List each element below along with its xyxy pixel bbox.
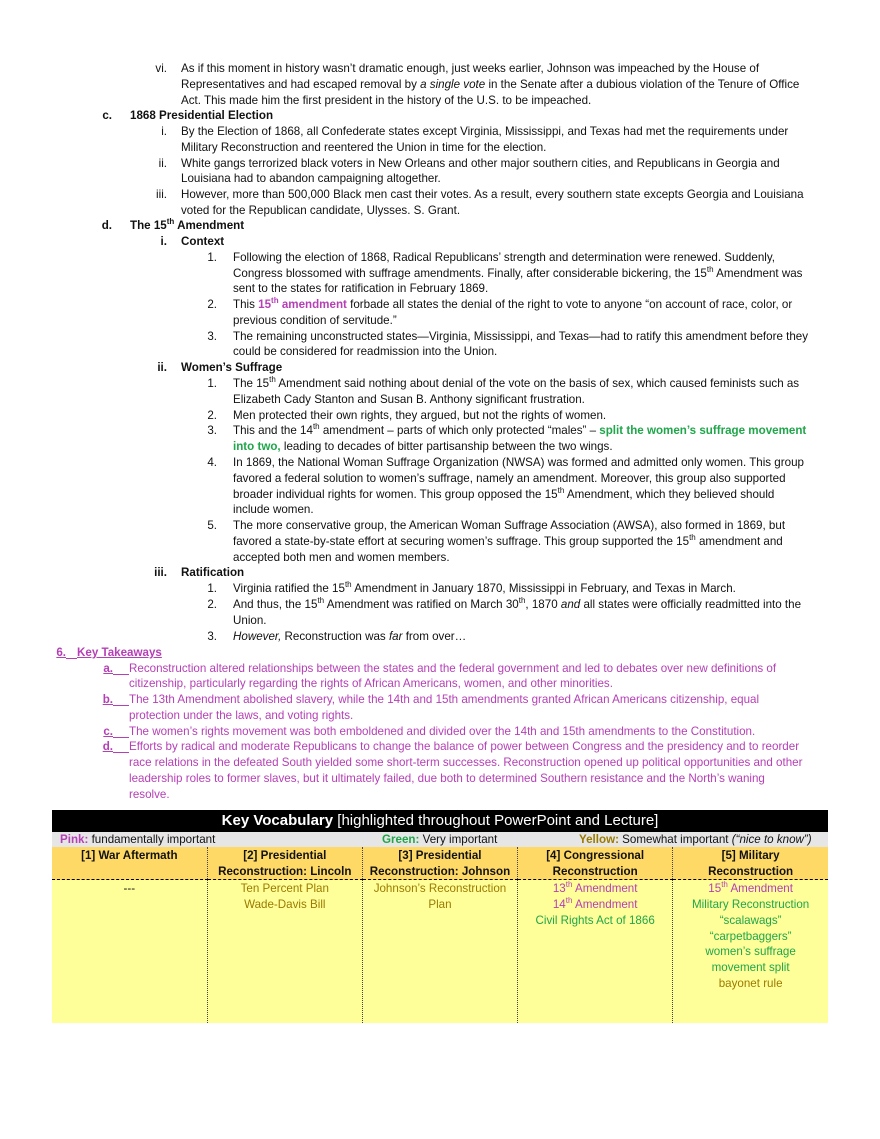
text-run: could be considered for readmission into the Union.	[233, 345, 498, 358]
line-text	[130, 218, 244, 234]
list-marker: d.	[101, 219, 112, 232]
text-run: th	[271, 296, 279, 306]
text-run: , 1870	[525, 598, 561, 611]
list-marker: i.	[160, 235, 167, 248]
text-run: Women’s Suffrage	[181, 361, 283, 374]
text-run: This and the 14	[233, 424, 313, 437]
list-marker: 5.	[207, 519, 217, 532]
line-text	[233, 471, 786, 487]
text-run: th	[317, 596, 325, 606]
list-marker: 2.	[207, 298, 217, 311]
vocab-term: “scalawags”	[719, 913, 782, 927]
line-text	[129, 739, 799, 755]
line-text	[233, 550, 450, 566]
text-run: And thus, the 15	[233, 598, 318, 611]
line-text	[233, 502, 314, 518]
list-marker: 3.	[207, 424, 217, 437]
text-run: favored a federal solution to women’s suffrage, namely an amendment. Moreover, this group also supported	[233, 472, 786, 485]
text-run: resolve.	[129, 788, 170, 801]
list-marker: 4.	[207, 456, 217, 469]
list-marker: 1.	[207, 582, 217, 595]
text-run: include women.	[233, 503, 314, 516]
line-text	[233, 250, 775, 266]
text-run: th	[312, 422, 320, 432]
text-run: from over…	[402, 630, 467, 643]
vocab-term: Civil Rights Act of 1866	[535, 913, 655, 927]
line-text	[233, 613, 267, 629]
line-text	[181, 61, 759, 77]
line-text	[181, 124, 788, 140]
header-line: Reconstruction	[552, 864, 638, 878]
line-text	[129, 676, 613, 692]
line-text	[233, 376, 799, 392]
text-run: all states were officially readmitted into the	[580, 598, 802, 611]
vocab-column-header	[52, 847, 207, 880]
text-run: 15	[258, 298, 272, 311]
list-marker: i.	[161, 125, 167, 138]
line-text	[233, 518, 785, 534]
line-text	[129, 755, 802, 771]
legend-desc: fundamentally important	[88, 833, 216, 846]
text-run: The 15	[233, 377, 270, 390]
text-run: amendment and	[695, 535, 783, 548]
line-text	[233, 344, 497, 360]
header-line: Reconstruction: Johnson	[369, 864, 511, 878]
text-run: However,	[233, 630, 282, 643]
line-text	[181, 234, 224, 250]
list-marker: b.	[102, 693, 113, 706]
vocab-term: 15th Amendment	[708, 880, 793, 896]
list-marker: 6.	[56, 646, 66, 659]
line-text	[233, 534, 783, 550]
text-run: previous condition of servitude.”	[233, 314, 397, 327]
legend-extra: (“nice to know”)	[731, 833, 812, 846]
list-marker: c.	[103, 725, 113, 738]
text-run: Ratification	[181, 566, 245, 579]
text-run: The remaining unconstructed states—Virginia, Mississippi, and Texas—had to ratify this amendment before they	[233, 330, 809, 343]
text-run: leadership roles to former slaves, but it ultimately failed, due both to determined Southern resistance and the North’s waning	[129, 772, 765, 785]
text-run: By the Election of 1868, all Confederate states except Virginia, Mississippi, and Texas had met the requirements under	[181, 125, 789, 138]
marker-underline	[66, 645, 77, 659]
line-text	[233, 297, 792, 313]
text-run: Amendment was	[713, 267, 803, 280]
list-marker: d.	[102, 740, 113, 753]
legend-key: Green:	[382, 833, 420, 846]
legend-item	[579, 832, 812, 847]
text-run: Context	[181, 235, 225, 248]
text-run: Amendment, which they believed should	[564, 488, 775, 501]
importance-legend	[52, 832, 828, 847]
vocab-term: Plan	[428, 897, 452, 911]
text-run: forbade all states the denial of the right to vote to anyone “on account of race, color, or	[346, 298, 793, 311]
text-run: th	[166, 217, 175, 227]
text-run: The more conservative group, the American Woman Suffrage Association (AWSA), also formed in 1869, but	[233, 519, 786, 532]
text-run: in the Senate after a dubious violation of the Tenure of Office	[485, 78, 800, 91]
list-marker: c.	[102, 109, 112, 122]
vocab-term: Ten Percent Plan	[240, 882, 329, 896]
line-text	[129, 692, 759, 708]
line-text	[233, 455, 804, 471]
text-run: favored a state-by-state effort at securing women’s suffrage. This group supported the 15	[233, 535, 690, 548]
superscript: th	[565, 880, 573, 890]
legend-item	[60, 832, 215, 847]
text-run: The 15	[130, 219, 167, 232]
list-marker: 2.	[207, 409, 217, 422]
legend-desc: Very important	[419, 833, 498, 846]
vocab-term: Wade-Davis Bill	[244, 897, 326, 911]
header-line: [5] Military	[721, 849, 780, 862]
vocab-column-header	[362, 847, 517, 880]
vocab-term: ---	[123, 882, 136, 896]
text-run: race relations in the defeated South yielded some short-term successes. Reconstruction opened up political opportunities and other	[129, 756, 803, 769]
vocab-column-header	[518, 847, 673, 880]
line-text	[181, 187, 804, 203]
vocab-title-bold: Key Vocabulary	[221, 812, 334, 829]
list-marker: ii.	[157, 361, 167, 374]
superscript: th	[721, 880, 728, 890]
legend-item	[382, 832, 497, 847]
text-run: voted for the Republican candidate, Ulysses. S. Grant.	[181, 204, 461, 217]
header-line: Reconstruction: Lincoln	[218, 864, 352, 878]
vocab-term: 14th Amendment	[552, 896, 638, 911]
line-text	[129, 661, 776, 677]
line-text	[181, 565, 244, 581]
text-run: Men protected their own rights, they argued, but not the rights of women.	[233, 409, 607, 422]
text-run: Union.	[233, 614, 267, 627]
header-line: [2] Presidential	[243, 849, 327, 862]
text-run: protection under the laws, and voting rights.	[129, 709, 354, 722]
list-marker: 1.	[207, 377, 217, 390]
text-run: The women’s rights movement was both emboldened and divided over the 14th and 15th amendments to the Constitution.	[129, 725, 756, 738]
line-text	[181, 77, 799, 93]
text-run: th	[518, 596, 526, 606]
line-text	[129, 724, 755, 740]
text-run: th	[557, 486, 565, 496]
line-text	[233, 329, 808, 345]
vocab-title	[52, 810, 828, 832]
text-run: th	[344, 580, 352, 590]
list-marker: iii.	[156, 188, 167, 201]
text-run: sent to the states for ratification in February 1869.	[233, 282, 489, 295]
line-text	[129, 787, 170, 803]
text-run: Efforts by radical and moderate Republicans to change the balance of power between Congress and the presidency and to reorder	[129, 740, 800, 753]
legend-desc: Somewhat important	[618, 833, 732, 846]
text-run: The 13th Amendment abolished slavery, while the 14th and 15th amendments granted African Americans citizenship, equal	[129, 693, 760, 706]
text-run: Elizabeth Cady Stanton and Susan B. Anthony significant frustration.	[233, 393, 585, 406]
vocab-column-terms	[52, 880, 207, 1024]
marker-underline	[113, 724, 129, 738]
line-text	[233, 392, 585, 408]
list-marker: 1.	[207, 251, 217, 264]
text-run: Congress blossomed with suffrage amendments. Finally, after considerable bickering, the 15	[233, 267, 707, 280]
marker-underline	[113, 692, 129, 706]
text-run: In 1869, the National Woman Suffrage Organization (NWSA) was formed and admitted only women. This group	[233, 456, 804, 469]
text-run: into two,	[233, 440, 281, 453]
text-run: Reconstruction altered relationships between the states and the federal government and led to debates over new definitions of	[129, 662, 777, 675]
list-marker: vi.	[155, 62, 167, 75]
vocab-term: “carpetbaggers”	[709, 929, 792, 943]
key-vocabulary-table	[52, 810, 828, 1023]
text-run: far	[388, 630, 403, 643]
line-text	[233, 408, 606, 424]
text-run: White gangs terrorized black voters in New Orleans and other major southern cities, and Republicans in Georgia and	[181, 157, 780, 170]
text-run: th	[689, 533, 696, 543]
vocab-title-rest: [highlighted throughout PowerPoint and Lecture]	[333, 812, 659, 829]
legend-key: Yellow:	[579, 833, 619, 846]
vocab-term: Johnson’s Reconstruction	[373, 882, 507, 896]
line-text	[233, 266, 802, 282]
line-text	[77, 645, 162, 661]
text-run: th	[706, 265, 714, 275]
vocab-column-header	[673, 847, 828, 880]
line-text	[181, 156, 780, 172]
vocab-term: movement split	[711, 961, 790, 975]
text-run: Virginia ratified the 15	[233, 582, 345, 595]
text-run: Representatives and had escaped removal by	[181, 78, 421, 91]
text-run: However, more than 500,000 Black men cast their votes. As a result, every southern state excepts Georgia and Louisiana	[181, 188, 804, 201]
list-marker: 3.	[207, 630, 217, 643]
text-run: 1868 Presidential Election	[130, 109, 274, 122]
line-text	[181, 360, 282, 376]
line-text	[233, 597, 801, 613]
list-marker: 3.	[207, 330, 217, 343]
vocab-column-header	[207, 847, 362, 880]
line-text	[233, 487, 774, 503]
vocab-column-terms	[207, 880, 362, 1024]
line-text	[181, 203, 460, 219]
vocab-column-terms	[362, 880, 517, 1024]
text-run: Act. This made him the first president in the history of the U.S. to be impeached.	[181, 94, 592, 107]
text-run: Following the election of 1868, Radical Republicans’ strength and determination were renewed. Suddenly,	[233, 251, 776, 264]
superscript: th	[565, 896, 573, 906]
line-text	[181, 140, 546, 156]
legend-key: Pink:	[60, 833, 89, 846]
text-run: Amendment	[174, 219, 245, 232]
vocab-column-terms	[673, 880, 828, 1024]
line-text	[233, 313, 397, 329]
text-run: accepted both men and women members.	[233, 551, 450, 564]
vocab-term: women’s suffrage	[705, 945, 796, 959]
vocab-term: Military Reconstruction	[691, 897, 810, 911]
text-run: Louisiana had to abandon campaigning altogether.	[181, 172, 441, 185]
line-text	[130, 108, 273, 124]
line-text	[181, 93, 591, 109]
text-run: Military Reconstruction and reentered the Union in time for the election.	[181, 141, 547, 154]
list-marker: iii.	[154, 566, 167, 579]
text-run: Reconstruction was	[281, 630, 389, 643]
text-run: amendment – parts of which only protected “males” –	[319, 424, 600, 437]
line-text	[181, 171, 441, 187]
line-text	[129, 771, 765, 787]
text-run: Amendment in January 1870, Mississippi in February, and Texas in March.	[351, 582, 736, 595]
header-line: [4] Congressional	[546, 849, 645, 862]
list-marker: a.	[103, 662, 113, 675]
text-run: Amendment said nothing about denial of the vote on the basis of sex, which caused feminists such as	[275, 377, 800, 390]
line-text	[129, 708, 353, 724]
vocab-grid	[52, 847, 828, 1023]
text-run: leading to decades of bitter partisanship between the two wings.	[280, 440, 613, 453]
text-run: broader individual rights for women. This group opposed the 15	[233, 488, 558, 501]
text-run: and	[560, 598, 581, 611]
text-run: a single vote	[420, 78, 486, 91]
vocab-column-terms	[518, 880, 673, 1024]
vocab-term: 13th Amendment	[552, 880, 638, 896]
line-text	[233, 581, 736, 597]
list-marker: 2.	[207, 598, 217, 611]
text-run: Amendment was ratified on March 30	[324, 598, 519, 611]
vocab-term: bayonet rule	[718, 976, 783, 990]
text-run: Key Takeaways	[77, 646, 162, 659]
line-text	[233, 281, 488, 297]
text-run: citizenship, particularly regarding the rights of African Americans, women, and other minorities.	[129, 677, 613, 690]
text-run: th	[269, 375, 276, 385]
header-line: [1] War Aftermath	[81, 849, 178, 862]
text-run: As if this moment in history wasn’t dramatic enough, just weeks earlier, Johnson was impeached by the House of	[181, 62, 760, 75]
header-line: [3] Presidential	[398, 849, 482, 862]
line-text	[233, 629, 466, 645]
marker-underline	[113, 661, 129, 675]
text-run: This	[233, 298, 259, 311]
list-marker: ii.	[158, 157, 167, 170]
text-run: split the women’s suffrage movement	[599, 424, 807, 437]
marker-underline	[113, 739, 129, 753]
text-run: amendment	[278, 298, 347, 311]
line-text	[233, 439, 613, 455]
header-line: Reconstruction	[708, 864, 794, 878]
line-text	[233, 423, 806, 439]
